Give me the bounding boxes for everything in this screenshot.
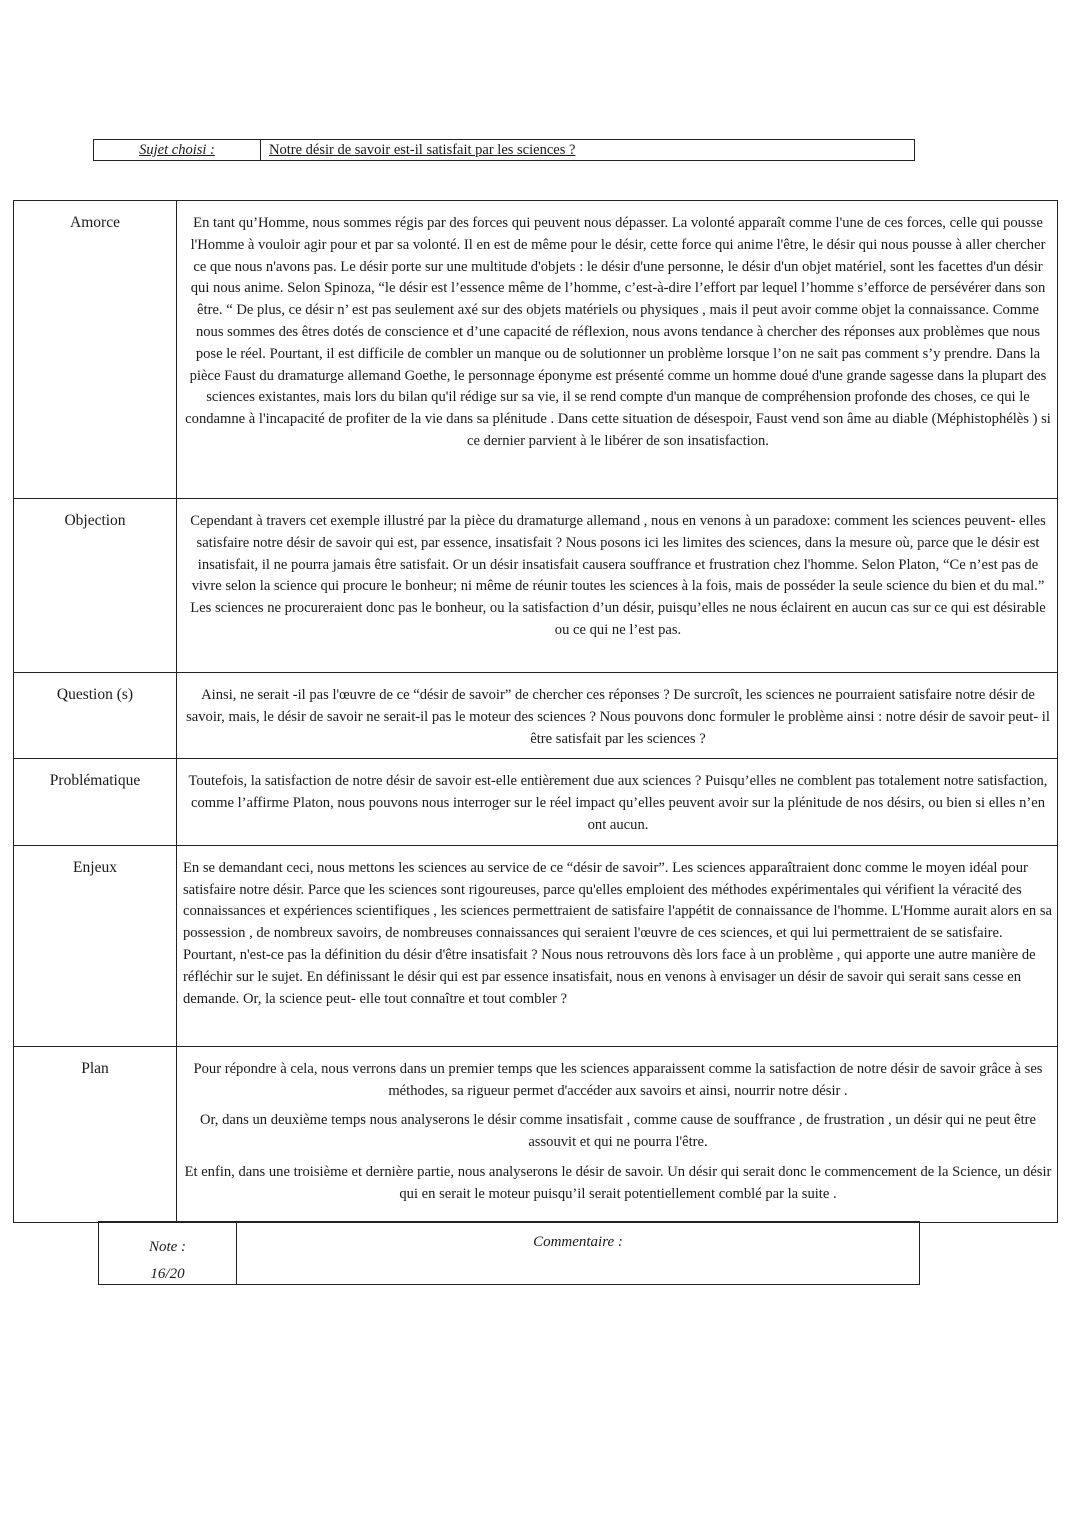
comment-label: Commentaire : (533, 1234, 623, 1250)
paragraph: Ainsi, ne serait -il pas l'œuvre de ce “désir de savoir” de chercher ces réponses ? De surcroît, les sciences ne pourraient satisfaire notre désir de savoir, mais, le désir de savoir ne serait-il pas le moteur des sciences ? Nous pouvons donc formuler le problème ainsi : notre désir de savoir peut- il être satisfait par les sciences ? (186, 687, 1050, 747)
note-cell (99, 1222, 237, 1284)
subject-value: Notre désir de savoir est-il satisfait par les sciences ? (269, 142, 576, 158)
paragraph: Pour répondre à cela, nous verrons dans un premier temps que les sciences apparaissent comme la satisfaction de notre désir de savoir grâce à ses méthodes, sa rigueur permet d'accéder aux savoirs et ainsi, nourrir notre désir . (193, 1060, 1043, 1099)
section-problematique (14, 759, 1058, 845)
section-content (177, 759, 1058, 845)
section-content (177, 673, 1058, 759)
section-label: Problématique (14, 759, 177, 845)
section-label: Plan (14, 1046, 177, 1222)
section-label: Question (s) (14, 673, 177, 759)
section-label: Objection (14, 499, 177, 673)
section-content (177, 845, 1058, 1046)
section-label: Amorce (14, 201, 177, 499)
paragraph: Cependant à travers cet exemple illustré par la pièce du dramaturge allemand , nous en venons à un paradoxe: comment les sciences peuvent- elles satisfaire notre désir de savoir qui est, par essence, insatisfait ? Nous posons ici les limites des sciences, dans la mesure où, parce que le désir est insatisfait, il ne pourra jamais être satisfait. Or un désir insatisfait causera souffrance et frustration chez l'homme. Selon Platon, “Ce n’est pas de vivre selon la science qui procure le bonheur; ni même de réunir toutes les sciences à la fois, mais de posséder la seule science du bien et du mal.” Les sciences ne procureraient donc pas le bonheur, ou la satisfaction d’un désir, puisqu’elles ne nous éclairent en aucun cas sur ce qui est désirable ou ce qui ne l’est pas. (190, 513, 1046, 638)
paragraph: En se demandant ceci, nous mettons les sciences au service de ce “désir de savoir”. Les sciences apparaîtraient donc comme le moyen idéal pour satisfaire notre désir. Parce que les sciences sont rigoureuses, parce qu'elles emploient des méthodes expérimentales qui vérifient la véracité des connaissances et expériences scientifiques , les sciences permettraient de satisfaire l'appétit de connaissance de l'homme. L'Homme aurait alors en sa possession , de nombreux savoirs, de nombreuses connaissances qui seraient l'œuvre de ces sciences, et qui lui permettraient de se satisfaire. Pourtant, n'est-ce pas la définition du désir d'être insatisfait ? Nous nous retrouvons dès lors face à un problème , qui apporte une autre manière de réfléchir sur le sujet. En définissant le désir qui est par essence insatisfait, nous en venons à envisager un désir de savoir qui serait sans cesse en demande. Or, la science peut- elle tout connaître et tout combler ? (183, 859, 1052, 1007)
note-value: 16/20 (150, 1266, 185, 1282)
section-plan (14, 1046, 1058, 1222)
section-enjeux (14, 845, 1058, 1046)
grade-box (98, 1221, 920, 1285)
section-amorce (14, 201, 1058, 499)
comment-cell (237, 1222, 919, 1284)
section-questions (14, 673, 1058, 759)
section-content (177, 499, 1058, 673)
note-label: Note : (148, 1239, 187, 1255)
paragraph: En tant qu’Homme, nous sommes régis par des forces qui peuvent nous dépasser. La volonté apparaît comme l'une de ces forces, celle qui pousse l'Homme à vouloir agir pour et par sa volonté. Il en est de même pour le désir, cette force qui anime l'être, le désir qui nous pousse à aller chercher ce que nous n'avons pas. Le désir porte sur une multitude d'objets : le désir d'une personne, le désir d'un objet matériel, sont les facettes d'un désir qui nous anime. Selon Spinoza, “le désir est l’essence même de l’homme, c’est-à-dire l’effort par lequel l’homme s’efforce de persévérer dans son être. “ De plus, ce désir n’ est pas seulement axé sur des objets matériels ou physiques , mais il peut avoir comme objet la connaissance. Comme nous sommes des êtres dotés de conscience et d’une capacité de réflexion, nous avons tendance à chercher des réponses aux problèmes que nous pose le réel. Pourtant, il est difficile de combler un manque ou de solutionner un problème lorsque l’on ne sait pas comment s’y prendre. Dans la pièce Faust du dramaturge allemand Goethe, le personnage éponyme est présenté comme un homme doué d'une grande sagesse dans la plupart des sciences existantes, mais lors du bilan qu'il rédige sur sa vie, il se rend compte d'un manque de compréhension profonde des choses, ce qui le condamne à l'incapacité de profiter de la vie dans sa plénitude . Dans cette situation de désespoir, Faust vend son âme au diable (Méphistophélès ) si ce dernier parvient à le libérer de son insatisfaction. (185, 215, 1051, 449)
section-label: Enjeux (14, 845, 177, 1046)
dissertation-table (13, 200, 1058, 1223)
subject-box (93, 139, 915, 161)
paragraph: Et enfin, dans une troisième et dernière partie, nous analyserons le désir de savoir. Un désir qui serait donc le commencement de la Science, un désir qui en serait le moteur puisqu’il serait potentiellement comblé par la suite . (184, 1163, 1052, 1202)
subject-label: Sujet choisi : (94, 140, 261, 160)
section-objection (14, 499, 1058, 673)
paragraph: Or, dans un deuxième temps nous analyserons le désir comme insatisfait , comme cause de souffrance , de frustration , un désir qui ne peut être assouvit et qui ne pourra l'être. (199, 1112, 1036, 1151)
section-content (177, 201, 1058, 499)
paragraph: Toutefois, la satisfaction de notre désir de savoir est-elle entièrement due aux sciences ? Puisqu’elles ne comblent pas totalement notre satisfaction, comme l’affirme Platon, nous pouvons nous interroger sur le réel impact qu’elles peuvent avoir sur la plénitude de nos désirs, ou bien si elles n’en ont aucun. (188, 773, 1048, 833)
section-content (177, 1046, 1058, 1222)
